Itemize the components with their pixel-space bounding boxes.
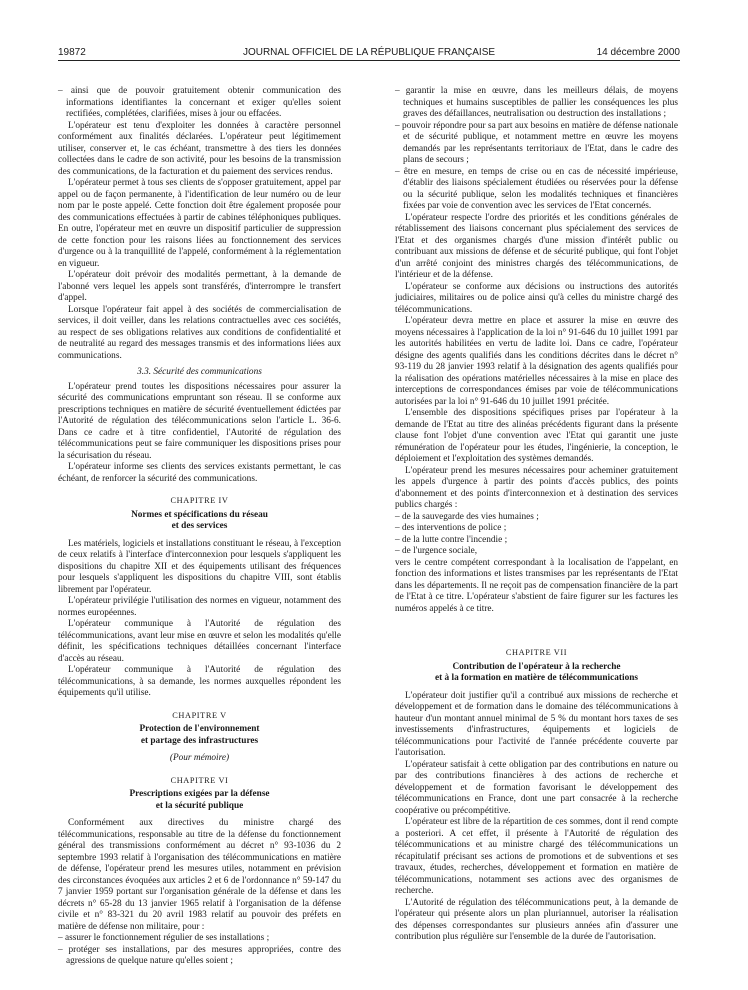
paragraph: L'opérateur permet à tous ses clients de s'opposer gratuitement, appel par appel ou de façon permanente, à l'identification de leur numéro ou de leur nom par le poste appelé. Cette fonction doit être également proposée pour des communications effectuées à partir de cabines téléphoniques publiques. En outre, l'opérateur met en œuvre un dispositif particulier de suppression de cette fonction pour les raisons liées au fonctionnement des services d'urgence ou à la tranquillité de l'appelé, conformément à la réglementation en vigueur. xyxy=(58,178,341,269)
chapter-label: CHAPITRE IV xyxy=(170,496,229,505)
dash-item: – garantir la mise en œuvre, dans les meilleurs délais, de moyens techniques et humains susceptibles de pallier les conséquences les plus graves des défaillances, neutralisation ou destruction des installations ; xyxy=(395,86,678,119)
paragraph: Conformément aux directives du ministre chargé des télécommunications, responsable au titre de la défense du fonctionnement général des transmissions conformément au décret n° 93-1036 du 2 septembre 1993 relatif à l'organisation des télécommunications en matière de défense, l'opérateur prend les mesures utiles, notamment en prévision des circonstances évoquées aux articles 2 et 6 de l'ordonnance n° 59-147 du 7 janvier 1959 portant sur l'organisation générale de la défense et dans les décrets n° 65-28 du 13 janvier 1965 relatif à l'organisation de la défense civile et n° 83-321 du 20 avril 1983 relatif au pouvoir des préfets en matière de défense non militaire, pour : xyxy=(58,818,341,932)
chapter-label: CHAPITRE V xyxy=(172,710,227,720)
memo-note: (Pour mémoire) xyxy=(169,753,230,763)
paragraph: L'Autorité de régulation des télécommunications peut, à la demande de l'opérateur qui présente alors un plan pluriannuel, autoriser la réalisation des dépenses correspondantes sur plusieurs années afin d'assurer une contribution plus régulière sur l'ensemble de la durée de l'autorisation. xyxy=(395,897,678,942)
left-column xyxy=(58,86,341,968)
chapter-title xyxy=(58,789,341,812)
chapter-title xyxy=(58,510,341,533)
paragraph: L'opérateur respecte l'ordre des priorités et les conditions générales de rétablissement des liaisons concernant plus spécialement des services de l'Etat et des organismes chargés d'une mission d'intérêt public ou contribuant aux missions de défense et de sécurité publique, qui font l'objet d'un arrêté conjoint des ministres chargés des télécommunications, de l'intérieur et de la défense. xyxy=(395,212,678,280)
chapter-label: CHAPITRE VI xyxy=(170,775,229,785)
dash-item: – de la lutte contre l'incendie ; xyxy=(395,534,508,545)
chapter-title xyxy=(395,662,678,685)
dash-item: – pouvoir répondre pour sa part aux besoins en matière de défense nationale et de sécurité publique, et notamment mettre en œuvre les moyens demandés par les représentants territoriaux de l'Etat, dans le cadre des plans de secours ; xyxy=(395,120,678,165)
paragraph: L'ensemble des dispositions spécifiques prises par l'opérateur à la demande de l'Etat au titre des alinéas précédents figurant dans la présente clause font l'objet d'une convention avec l'Etat qui garantit une juste rémunération de l'opérateur pour les études, l'ingénierie, la conception, le déploiement et l'exploitation des systèmes demandés. xyxy=(395,408,678,464)
chapter-label: CHAPITRE VII xyxy=(505,648,568,657)
dash-item: – protéger ses installations, par des mesures appropriées, contre des agressions de quelque nature qu'elles soient ; xyxy=(58,944,341,966)
paragraph: L'opérateur est libre de la répartition de ces sommes, dont il rend compte a posteriori. A cet effet, il présente à l'Autorité de régulation des télécommunications et au ministre chargé des télécommunications un récapitulatif précisant ses actions de promotions et de subventions et ses travaux, études, recherches, développement et formation en matière de télécommunications, notamment ses actions avec des organismes de recherche. xyxy=(395,817,678,896)
chapter-title-line: Normes et spécifications du réseau xyxy=(131,509,268,520)
chapter-title-line: et à la formation en matière de télécommunications xyxy=(434,673,639,683)
paragraph: L'opérateur privilégie l'utilisation des normes en vigueur, notamment des normes européennes. xyxy=(58,596,341,618)
publication-date: 14 décembre 2000 xyxy=(596,47,680,58)
page-number: 19872 xyxy=(58,47,86,58)
chapter-title-line: et partage des infrastructures xyxy=(140,735,259,746)
chapter-title xyxy=(58,724,341,747)
dash-item: – de la sauvegarde des vies humaines ; xyxy=(395,511,539,522)
chapter-title-line: et la sécurité publique xyxy=(155,800,244,811)
chapter-title-line: Contribution de l'opérateur à la recherche xyxy=(452,661,621,672)
paragraph: L'opérateur communique à l'Autorité de régulation des télécommunications, avant leur mise en œuvre et selon les modalités qu'elle définit, les spécifications techniques détaillées concernant l'interface d'accès au réseau. xyxy=(58,619,341,664)
paragraph: L'opérateur informe ses clients des services existants permettant, le cas échéant, de renforcer la sécurité des communications. xyxy=(58,462,341,484)
dash-item: – de l'urgence sociale, xyxy=(395,546,478,556)
page-header xyxy=(58,47,680,61)
paragraph: Les matériels, logiciels et installations constituant le réseau, à l'exception de ceux relatifs à l'interface d'interconnexion pour lesquels s'appliquent les dispositions du chapitre XII et des équipements utilisant des fréquences pour lesquels s'appliquent les dispositions du chapitre VIII, sont établis librement par l'opérateur. xyxy=(58,538,341,595)
dash-item: – des interventions de police ; xyxy=(395,523,507,533)
paragraph: L'opérateur doit justifier qu'il a contribué aux missions de recherche et développement et de formation dans le domaine des télécommunications à hauteur d'un montant annuel minimal de 5 % du montant hors taxes de ses investissements d'infrastructures, équipements et logiciels de télécommunications pour l'activité de l'année précédente couverte par l'autorisation. xyxy=(395,690,678,758)
paragraph: L'opérateur satisfait à cette obligation par des contributions en nature ou par des contributions financières à des actions de recherche et développement et de formation favorisant le développement des télécommunications en France, dont une part consacrée à la recherche coopérative ou précompétitive. xyxy=(395,759,678,816)
journal-title: JOURNAL OFFICIEL DE LA RÉPUBLIQUE FRANÇAISE xyxy=(242,47,496,58)
paragraph: Lorsque l'opérateur fait appel à des sociétés de commercialisation de services, il doit veiller, dans les relations contractuelles avec ces sociétés, au respect de ses obligations relatives aux conditions de confidentialité et de neutralité au regard des messages transmis et des informations liées aux communications. xyxy=(58,304,341,361)
paragraph: L'opérateur doit prévoir des modalités permettant, à la demande de l'abonné vers lequel les appels sont transférés, d'interrompre le transfert d'appel. xyxy=(58,270,341,303)
paragraph: L'opérateur prend les mesures nécessaires pour acheminer gratuitement les appels d'urgence à partir des points d'accès publics, des points d'abonnement et des points d'interconnexion et à destination des services publics chargés : xyxy=(395,465,678,510)
chapter-title-line: et des services xyxy=(171,521,228,531)
section-heading: 3.3. Sécurité des communications xyxy=(137,367,262,377)
header-rule xyxy=(58,60,680,61)
chapter-title-line: Prescriptions exigées par la défense xyxy=(129,789,270,799)
paragraph: L'opérateur devra mettre en place et assurer la mise en œuvre des moyens nécessaires à l'application de la loi n° 91-646 du 10 juillet 1991 par les autorités habilitées en vertu de ladite loi. Dans ce cadre, l'opérateur désigne des agents qualifiés dans les conditions décrites dans le décret n° 93-119 du 28 janvier 1993 relatif à la désignation des agents qualifiés pour la réalisation des opérations matérielles nécessaires à la mise en place des interceptions de correspondances émises par voie de télécommunications autorisées par la loi n° 91-646 du 10 juillet 1991 précitée. xyxy=(395,316,678,407)
paragraph: vers le centre compétent correspondant à la localisation de l'appelant, en fonction des informations et listes transmises par les représentants de l'Etat dans les départements. Il ne reçoit pas de compensation financière de la part de l'Etat à ce titre. L'opérateur s'abstient de faire figurer sur les factures les numéros appelés à ce titre. xyxy=(395,557,678,614)
right-column xyxy=(395,86,678,944)
paragraph: L'opérateur est tenu d'exploiter les données à caractère personnel conformément aux finalités déclarées. L'opérateur peut légitimement utiliser, conserver et, le cas échéant, transmettre à des tiers les données collectées dans le cadre de son activité, pour les besoins de la transmission des communications, de la facturation et du paiement des services rendus. xyxy=(58,120,341,177)
paragraph: L'opérateur prend toutes les dispositions nécessaires pour assurer la sécurité des communications empruntant son réseau. Il se conforme aux prescriptions techniques en matière de sécurité éventuellement édictées par l'Autorité de régulation des télécommunications selon l'article L. 36-6. Dans ce cadre et à titre confidentiel, l'Autorité de régulation des télécommunications peut se faire communiquer les dispositions prises pour la sécurisation du réseau. xyxy=(58,381,341,461)
chapter-title-line: Protection de l'environnement xyxy=(139,724,260,734)
dash-item: – assurer le fonctionnement régulier de ses installations ; xyxy=(58,933,270,943)
paragraph: L'opérateur se conforme aux décisions ou instructions des autorités judiciaires, militaires ou de police ainsi qu'à celles du ministre chargé des télécommunications. xyxy=(395,281,678,315)
paragraph: L'opérateur communique à l'Autorité de régulation des télécommunications, à sa demande, les normes auxquelles répondent les équipements qu'il utilise. xyxy=(58,665,341,698)
dash-item: – ainsi que de pouvoir gratuitement obtenir communication des informations identifiantes la concernant et exiger qu'elles soient rectifiées, complétées, clarifiées, mises à jour ou effacées. xyxy=(58,86,341,119)
dash-item: – être en mesure, en temps de crise ou en cas de nécessité impérieuse, d'établir des liaisons spécialement étudiées ou réservées pour la défense ou la sécurité publique, selon les modalités techniques et financières fixées par voie de convention avec les services de l'Etat concernés. xyxy=(395,166,678,211)
